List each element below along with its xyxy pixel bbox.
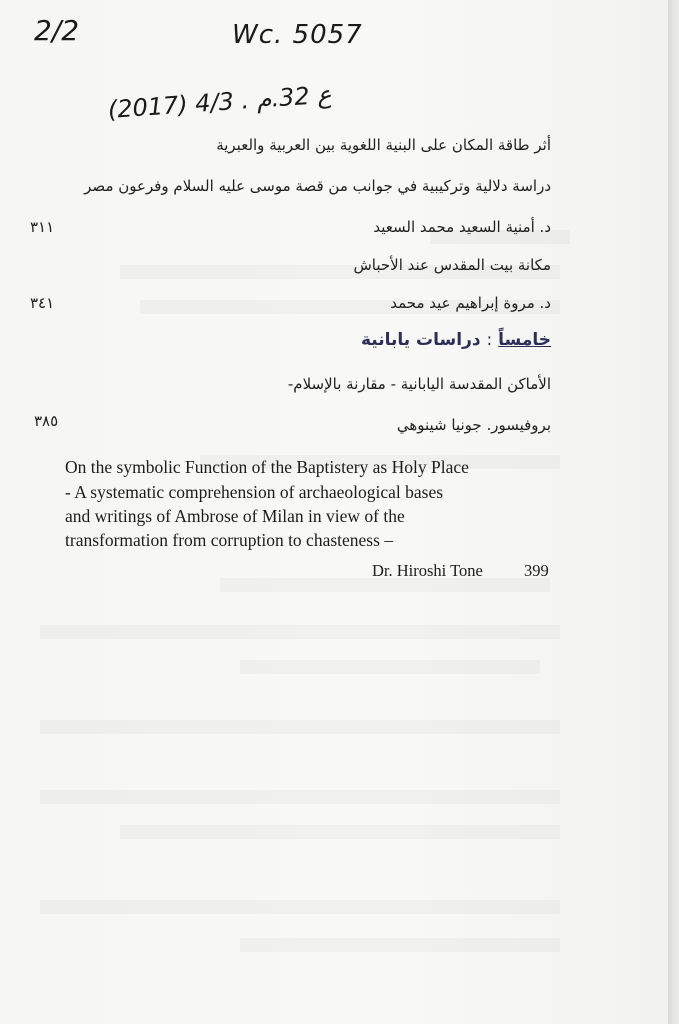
entry-page-number: ٣١١ [30,218,55,236]
show-through-line [240,938,560,952]
entry-title-line: الأماكن المقدسة اليابانية - مقارنة بالإسلام- [287,375,551,393]
show-through-line [40,720,560,734]
entry-title-line: and writings of Ambrose of Milan in view of the [65,506,405,526]
entry-title-line: - A systematic comprehension of archaeological bases [65,482,444,502]
entry-title-line: On the symbolic Function of the Baptistery as Holy Place [65,457,469,477]
show-through-line [240,660,540,674]
section-prefix: خامساً [498,330,551,350]
page-edge [668,0,679,1024]
section-separator: : [486,330,493,350]
entry-title-line: دراسة دلالية وتركيبية في جوانب من قصة موسى عليه السلام وفرعون مصر [84,177,551,195]
entry-page-number: ٣٤١ [30,294,55,312]
handwritten-accession-number: Wc. 5057 [232,20,363,50]
handwritten-issue-note: (2017) 4/3 . ع 32.م [107,80,333,124]
entry-title-line: مكانة بيت المقدس عند الأحباش [353,256,551,274]
entry-page-number: 399 [524,561,549,580]
show-through-line [40,900,560,914]
entry-author: د. أمنية السعيد محمد السعيد [373,218,551,236]
entry-page-number: ٣٨٥ [34,412,59,430]
entry-author: بروفيسور. جونيا شينوهي [396,416,551,434]
entry-author: د. مروة إبراهيم عيد محمد [390,294,551,312]
show-through-line [40,625,560,639]
entry-title-line: transformation from corruption to chasteness – [65,530,394,550]
handwritten-page-number: 2/2 [34,14,80,47]
show-through-line [40,790,560,804]
entry-author: Dr. Hiroshi Tone [372,561,483,580]
show-through-line [120,825,560,839]
entry-title-line: أثر طاقة المكان على البنية اللغوية بين العربية والعبرية [216,136,551,154]
section-title: دراسات يابانية [360,330,481,350]
section-heading [361,330,551,350]
